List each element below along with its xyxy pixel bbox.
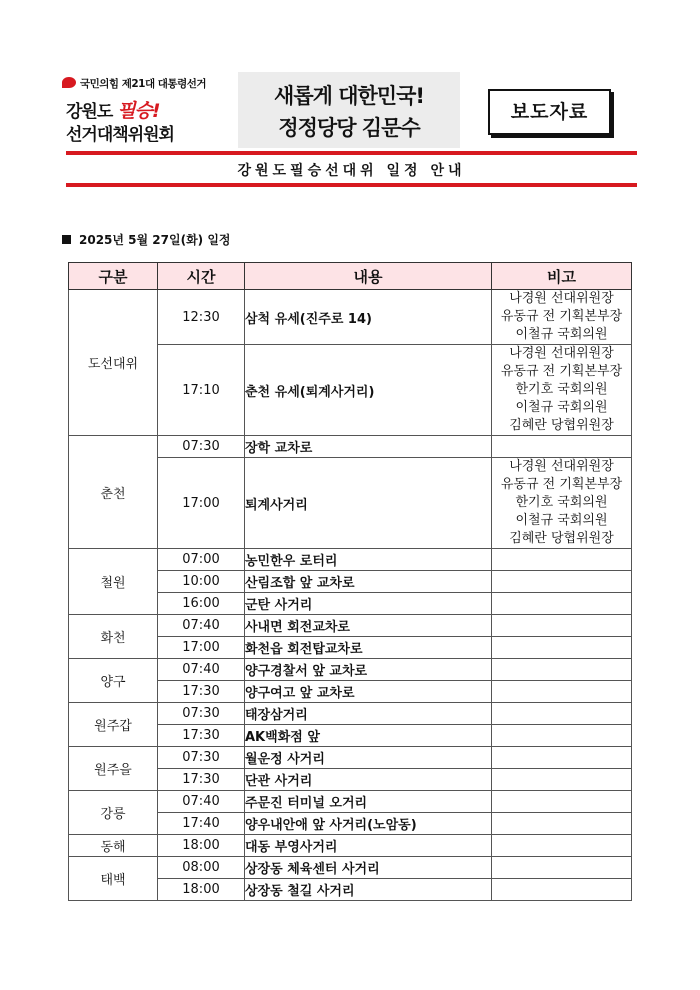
content-cell: 화천읍 회전탑교차로	[245, 637, 492, 659]
note-cell	[492, 290, 632, 345]
table-row	[69, 659, 632, 681]
time-cell: 17:30	[158, 769, 245, 791]
header-note: 비고	[492, 263, 632, 290]
content-cell: 양우내안애 앞 사거리(노암동)	[245, 813, 492, 835]
content-cell: 춘천 유세(퇴계사거리)	[245, 345, 492, 436]
slogan-line-1: 새롭게 대한민국!	[274, 84, 424, 108]
content-cell: 산림조합 앞 교차로	[245, 571, 492, 593]
content-cell: 주문진 터미널 오거리	[245, 791, 492, 813]
time-cell: 07:00	[158, 549, 245, 571]
group-cell: 동해	[69, 835, 158, 857]
table-row	[69, 290, 632, 345]
note-cell	[492, 593, 632, 615]
table-row	[69, 747, 632, 769]
time-cell: 08:00	[158, 857, 245, 879]
bullet-square-icon	[62, 235, 71, 244]
time-cell: 17:40	[158, 813, 245, 835]
time-cell: 12:30	[158, 290, 245, 345]
content-cell: 대동 부영사거리	[245, 835, 492, 857]
note-cell	[492, 725, 632, 747]
group-cell: 철원	[69, 549, 158, 615]
note-line: 나경원 선대위원장	[509, 346, 614, 361]
header-time: 시간	[158, 263, 245, 290]
note-cell	[492, 879, 632, 901]
group-cell: 태백	[69, 857, 158, 901]
note-line: 유동규 전 기획본부장	[500, 477, 623, 492]
table-row	[69, 835, 632, 857]
content-cell: 상장동 체육센터 사거리	[245, 857, 492, 879]
time-cell: 18:00	[158, 835, 245, 857]
schedule-date-text: 2025년 5월 27일(화) 일정	[79, 233, 231, 247]
note-line: 한기호 국회의원	[515, 495, 608, 510]
group-cell: 원주갑	[69, 703, 158, 747]
table-row	[69, 549, 632, 571]
party-logo-icon	[62, 77, 76, 88]
content-cell: 장학 교차로	[245, 436, 492, 458]
content-cell: 월운정 사거리	[245, 747, 492, 769]
note-line: 한기호 국회의원	[515, 382, 608, 397]
header-category: 구분	[69, 263, 158, 290]
group-cell: 화천	[69, 615, 158, 659]
group-cell: 원주을	[69, 747, 158, 791]
note-cell	[492, 571, 632, 593]
content-cell: 상장동 철길 사거리	[245, 879, 492, 901]
time-cell: 17:30	[158, 681, 245, 703]
time-cell: 10:00	[158, 571, 245, 593]
logo-script-text: 필승!	[117, 100, 160, 122]
note-line: 나경원 선대위원장	[509, 291, 614, 306]
time-cell: 07:40	[158, 615, 245, 637]
divider-bottom	[66, 183, 637, 187]
table-row	[69, 857, 632, 879]
press-release-badge: 보도자료	[488, 89, 611, 135]
time-cell: 07:30	[158, 747, 245, 769]
note-line: 유동규 전 기획본부장	[500, 364, 623, 379]
campaign-logo	[62, 74, 242, 146]
group-cell: 양구	[69, 659, 158, 703]
content-cell: 퇴계사거리	[245, 458, 492, 549]
divider-top	[66, 151, 637, 155]
note-cell	[492, 549, 632, 571]
table-row	[69, 436, 632, 458]
note-cell	[492, 659, 632, 681]
time-cell: 07:30	[158, 436, 245, 458]
content-cell: 양구경찰서 앞 교차로	[245, 659, 492, 681]
note-line: 유동규 전 기획본부장	[500, 309, 623, 324]
time-cell: 07:40	[158, 791, 245, 813]
note-cell	[492, 681, 632, 703]
note-cell	[492, 703, 632, 725]
note-line: 이철규 국회의원	[515, 327, 608, 342]
slogan-banner	[238, 72, 460, 148]
note-cell	[492, 857, 632, 879]
note-cell	[492, 791, 632, 813]
time-cell: 17:10	[158, 345, 245, 436]
time-cell: 07:40	[158, 659, 245, 681]
content-cell: 사내면 회전교차로	[245, 615, 492, 637]
schedule-table	[68, 262, 632, 901]
table-row	[69, 791, 632, 813]
group-cell: 강릉	[69, 791, 158, 835]
time-cell: 17:00	[158, 637, 245, 659]
logo-region-text: 강원도	[66, 102, 113, 122]
note-cell	[492, 615, 632, 637]
note-line: 김혜란 당협위원장	[509, 531, 614, 546]
group-cell: 춘천	[69, 436, 158, 549]
time-cell: 18:00	[158, 879, 245, 901]
table-header-row	[69, 263, 632, 290]
logo-committee-text: 선거대책위원회	[66, 125, 174, 145]
time-cell: 16:00	[158, 593, 245, 615]
note-line: 나경원 선대위원장	[509, 459, 614, 474]
content-cell: 단관 사거리	[245, 769, 492, 791]
note-cell	[492, 345, 632, 436]
schedule-date	[62, 231, 231, 248]
note-cell	[492, 747, 632, 769]
note-line: 이철규 국회의원	[515, 400, 608, 415]
page-subtitle: 강원도필승선대위 일정 안내	[237, 163, 466, 179]
content-cell: 양구여고 앞 교차로	[245, 681, 492, 703]
note-cell	[492, 769, 632, 791]
note-cell	[492, 637, 632, 659]
content-cell: 태장삼거리	[245, 703, 492, 725]
note-cell	[492, 835, 632, 857]
note-cell	[492, 458, 632, 549]
note-cell	[492, 436, 632, 458]
table-row	[69, 703, 632, 725]
content-cell: AK백화점 앞	[245, 725, 492, 747]
logo-party-text: 국민의힘 제21대 대통령선거	[80, 78, 206, 90]
table-row	[69, 615, 632, 637]
time-cell: 17:00	[158, 458, 245, 549]
note-cell	[492, 813, 632, 835]
time-cell: 07:30	[158, 703, 245, 725]
note-line: 김혜란 당협위원장	[509, 418, 614, 433]
content-cell: 농민한우 로터리	[245, 549, 492, 571]
header-content: 내용	[245, 263, 492, 290]
content-cell: 군탄 사거리	[245, 593, 492, 615]
group-cell: 도선대위	[69, 290, 158, 436]
time-cell: 17:30	[158, 725, 245, 747]
schedule-table-body	[69, 290, 632, 901]
note-line: 이철규 국회의원	[515, 513, 608, 528]
content-cell: 삼척 유세(진주로 14)	[245, 290, 492, 345]
slogan-line-2: 정정당당 김문수	[278, 116, 420, 140]
